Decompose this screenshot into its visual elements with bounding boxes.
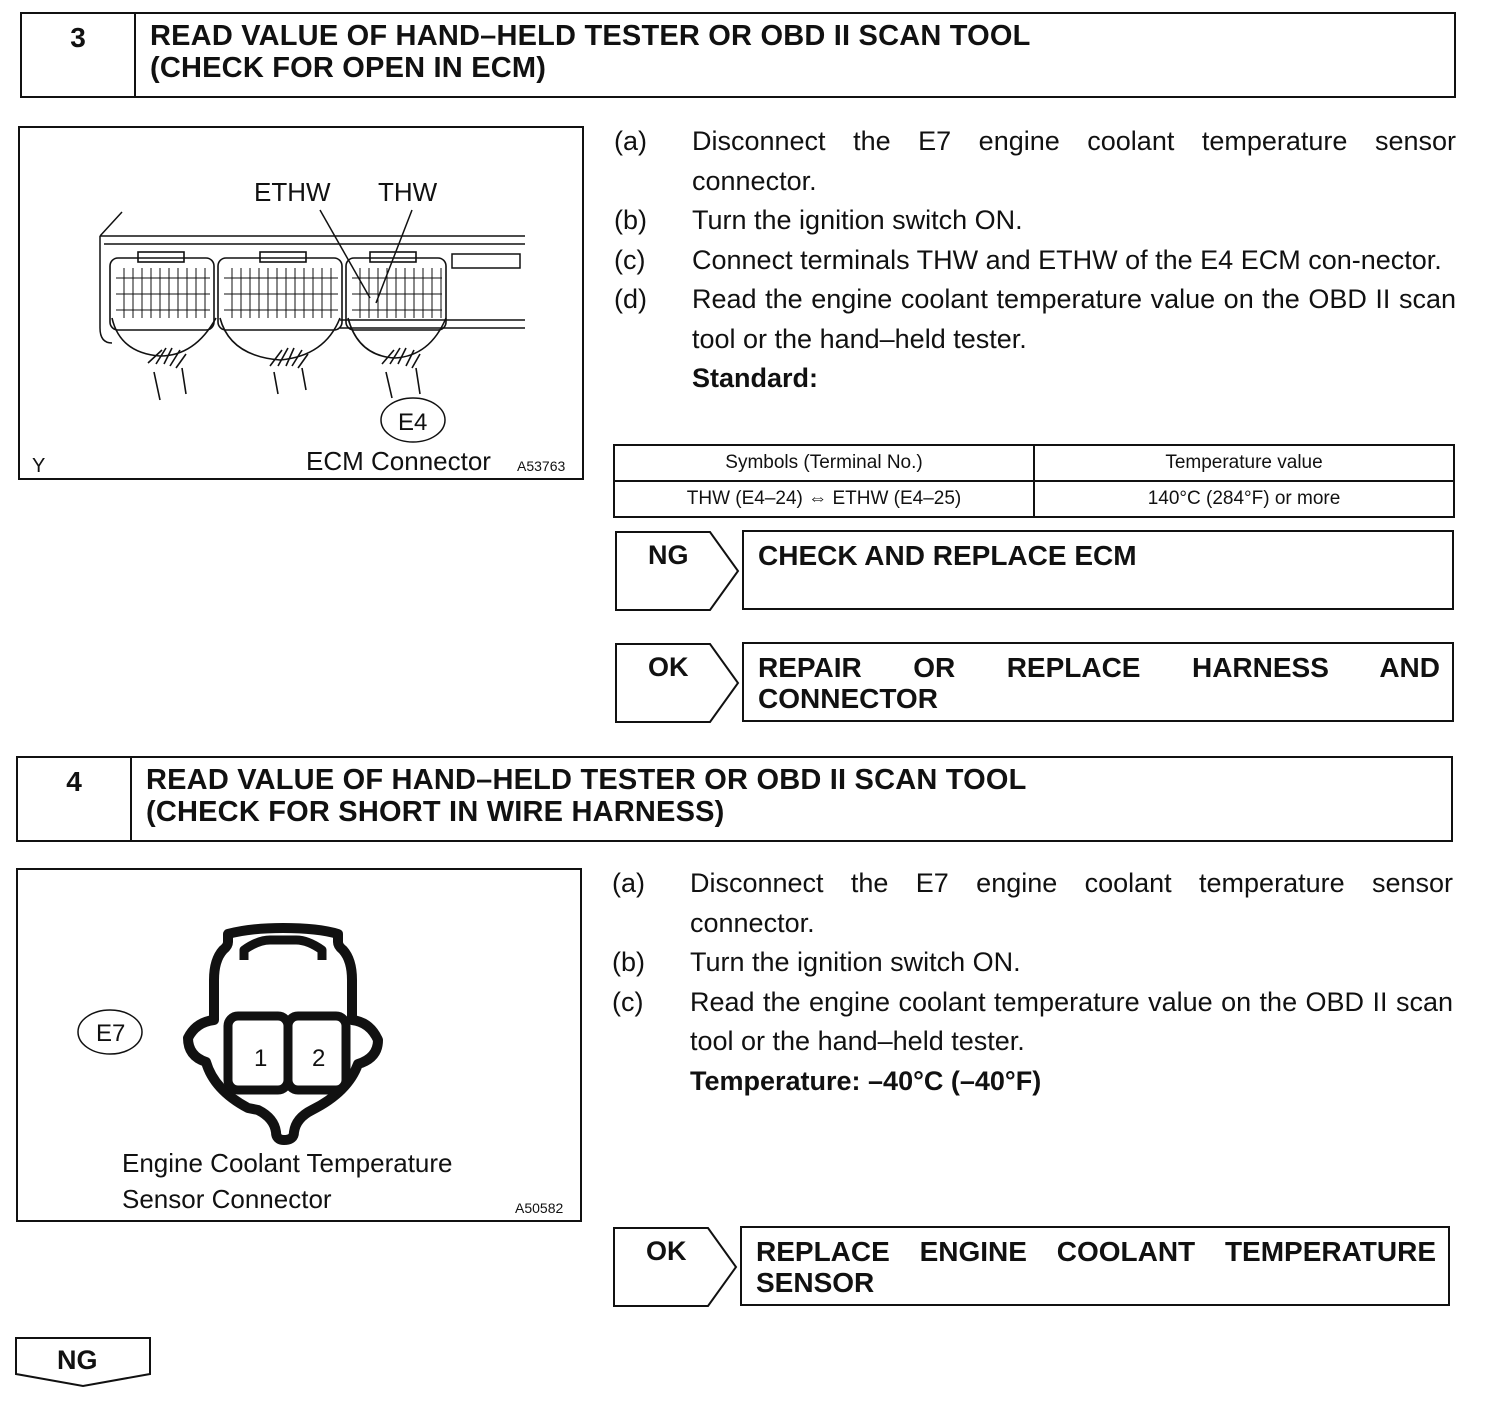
step4-ok-label: OK: [646, 1236, 687, 1266]
e4-connector-id: E4: [398, 409, 428, 436]
standard-table: [613, 444, 1455, 518]
step3-item-d-label: (d): [614, 284, 647, 314]
step3-number: 3: [22, 14, 136, 96]
step4-ok-arrow-tag: [612, 1226, 742, 1308]
step4-item-b-label: (b): [612, 947, 645, 977]
step4-ok-result: [612, 1226, 1452, 1308]
pin-1-label: 1: [254, 1045, 268, 1072]
ok-arrow-tag: [614, 642, 744, 724]
step3-ok-action-line2: CONNECTOR: [758, 683, 938, 714]
step4-item-c-text: Read the engine coolant temperature value on the OBD II scan tool or the hand–held tester.: [690, 986, 1453, 1056]
temperature-spec: Temperature: –40°C (–40°F): [690, 1065, 1042, 1096]
ecm-connector-figure: [18, 126, 584, 480]
table-cell-terminals: THW (E4–24) ⇔ ETHW (E4–25): [614, 481, 1034, 517]
step3-item-b: [614, 201, 1456, 241]
step4-item-a-label: (a): [612, 868, 645, 898]
step4-ok-action-line1: REPLACE ENGINE COOLANT TEMPERATURE: [756, 1236, 1436, 1267]
figure-ref-number: A53763: [517, 458, 566, 474]
step4-item-a: [612, 864, 1453, 943]
step3-item-c-text: Connect terminals THW and ETHW of the E4 ECM con-nector.: [692, 244, 1442, 275]
sensor-connector-figure: [16, 868, 582, 1222]
step3-item-a-text: Disconnect the E7 engine coolant temperature sensor connector.: [692, 126, 1456, 196]
step3-item-d-text: Read the engine coolant temperature value on the OBD II scan tool or the hand–held tester.: [692, 284, 1456, 354]
step4-item-c: [612, 983, 1453, 1062]
step3-ng-action-box: [742, 530, 1454, 610]
sensor-connector-drawing: [18, 870, 580, 1220]
step3-item-a: [614, 122, 1456, 201]
step4-item-b: [612, 943, 1453, 983]
step3-ng-action: CHECK AND REPLACE ECM: [758, 540, 1137, 571]
step3-ng-label: NG: [648, 540, 689, 570]
step3-header: [20, 12, 1456, 98]
ecm-connector-drawing: [20, 128, 582, 478]
step4-ng-down-tag: [14, 1336, 154, 1388]
step3-ok-action-line1: REPAIR OR REPLACE HARNESS AND: [758, 652, 1440, 683]
ethw-label: ETHW: [254, 177, 331, 207]
ng-arrow-tag: [614, 530, 744, 612]
step4-number: 4: [18, 758, 132, 840]
step3-ok-result: [614, 642, 1454, 724]
step3-title: [150, 20, 1031, 84]
step3-item-c: [614, 241, 1456, 281]
step3-ok-label: OK: [648, 652, 689, 682]
step4-title-line1: READ VALUE OF HAND–HELD TESTER OR OBD II SCAN TOOL: [146, 764, 1027, 796]
step4-ok-action-box: [740, 1226, 1450, 1306]
e7-connector-id: E7: [96, 1020, 126, 1047]
step4-ok-action-line2: SENSOR: [756, 1267, 875, 1298]
step3-title-line1: READ VALUE OF HAND–HELD TESTER OR OBD II SCAN TOOL: [150, 20, 1031, 52]
step3-ng-result: [614, 530, 1454, 612]
step4-header: [16, 756, 1453, 842]
step4-title-line2: (CHECK FOR SHORT IN WIRE HARNESS): [146, 796, 725, 828]
step4-item-a-text: Disconnect the E7 engine coolant temperature sensor connector.: [690, 868, 1453, 938]
figure-corner-mark: Y: [32, 455, 46, 477]
step3-item-b-text: Turn the ignition switch ON.: [692, 205, 1023, 235]
step3-item-a-label: (a): [614, 126, 647, 156]
table-header-temperature: Temperature value: [1034, 445, 1454, 481]
step4-instructions: [612, 864, 1453, 1101]
step3-item-d: [614, 280, 1456, 359]
sensor-figure-ref: A50582: [515, 1200, 564, 1216]
step4-item-b-text: Turn the ignition switch ON.: [690, 947, 1021, 977]
step4-title: [146, 764, 1027, 828]
ecm-connector-caption: ECM Connector: [306, 446, 491, 476]
step3-item-b-label: (b): [614, 205, 647, 235]
step3-title-line2: (CHECK FOR OPEN IN ECM): [150, 52, 547, 84]
step4-item-c-label: (c): [612, 986, 644, 1017]
sensor-caption-line2: Sensor Connector: [122, 1184, 332, 1214]
pin-2-label: 2: [312, 1045, 326, 1072]
step4-ng-label: NG: [57, 1345, 98, 1375]
step3-ok-action-box: [742, 642, 1454, 722]
table-header-symbols: Symbols (Terminal No.): [614, 445, 1034, 481]
table-cell-temperature: 140°C (284°F) or more: [1034, 481, 1454, 517]
sensor-caption-line1: Engine Coolant Temperature: [122, 1148, 453, 1178]
thw-label: THW: [378, 177, 438, 207]
standard-label: Standard:: [692, 363, 819, 393]
step3-item-c-label: (c): [614, 244, 646, 275]
step3-instructions: [614, 122, 1456, 399]
